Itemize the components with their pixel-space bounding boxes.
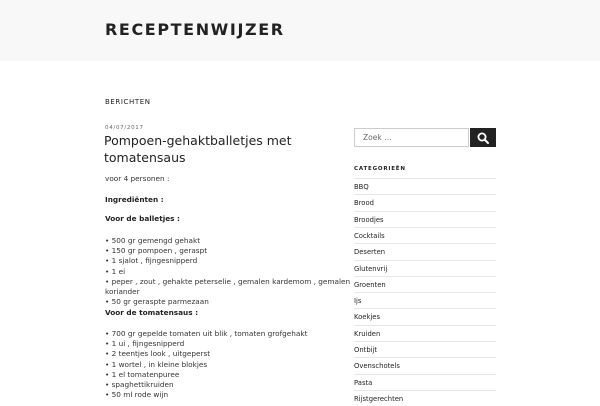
- post-line: • 2 teentjes look , uitgeperst: [105, 349, 211, 358]
- post-line: • spaghettikruiden: [105, 380, 174, 389]
- category-item: [354, 308, 496, 324]
- category-link[interactable]: BBQ: [354, 183, 369, 191]
- category-item: [354, 243, 496, 259]
- category-link[interactable]: Rijstgerechten: [354, 394, 404, 403]
- category-link[interactable]: Brood: [354, 199, 374, 208]
- post-line: • 50 gr geraspte parmezaan: [105, 297, 209, 306]
- category-item: [354, 374, 496, 390]
- category-link[interactable]: Ontbijt: [354, 346, 378, 354]
- category-item: [354, 292, 496, 308]
- post-line: koriander: [105, 287, 140, 296]
- category-link[interactable]: Ovenschotels: [354, 362, 400, 371]
- category-link[interactable]: Broodjes: [354, 215, 384, 224]
- category-item: [354, 260, 496, 276]
- post-line: Voor de balletjes :: [105, 214, 180, 223]
- category-item: [354, 194, 496, 210]
- site-title[interactable]: RECEPTENWIJZER: [105, 20, 285, 39]
- post-line: • 150 gr pompoen , geraspt: [105, 246, 208, 255]
- post-line: • 1 el tomatenpuree: [105, 370, 180, 379]
- post-line: • 700 gr gepelde tomaten uit blik , tomaten grofgehakt: [105, 329, 308, 338]
- category-link[interactable]: Glutenvrij: [354, 264, 388, 273]
- post-date[interactable]: 04/07/2017: [105, 125, 144, 131]
- post-line: • 50 ml rode wijn: [105, 390, 169, 399]
- category-link[interactable]: Ijs: [354, 297, 362, 306]
- category-item: [354, 211, 496, 227]
- post-title[interactable]: Pompoen-gehaktballetjes met tomatensaus: [104, 133, 292, 165]
- category-item: [354, 227, 496, 243]
- post-line: • 1 sjalot , fijngesnipperd: [105, 256, 198, 265]
- category-link[interactable]: Cocktails: [354, 231, 385, 240]
- category-link[interactable]: Pasta: [354, 378, 373, 387]
- search-form: [354, 128, 469, 147]
- category-item: [354, 325, 496, 341]
- category-link[interactable]: Groenten: [354, 280, 386, 289]
- post-line: Ingrediënten :: [105, 195, 164, 204]
- search-button[interactable]: [470, 128, 496, 147]
- category-item: [354, 341, 496, 357]
- category-item: [354, 178, 496, 194]
- category-link[interactable]: Kruiden: [354, 329, 381, 338]
- post-line: Voor de tomatensaus :: [105, 308, 199, 317]
- category-link[interactable]: Koekjes: [354, 313, 381, 322]
- category-link[interactable]: Deserten: [354, 248, 386, 257]
- site-header: [0, 0, 600, 61]
- post-line: • 1 ei: [105, 267, 126, 276]
- search-icon: [477, 132, 489, 144]
- page-title: BERICHTEN: [105, 98, 151, 106]
- category-item: [354, 357, 496, 373]
- post-line: • 500 gr gemengd gehakt: [105, 236, 201, 245]
- post-line: • peper , zout , gehakte peterselie , gemalen kardemom , gemalen: [105, 277, 351, 286]
- post-line: voor 4 personen :: [105, 174, 170, 183]
- post-line: • 1 ui , fijngesnipperd: [105, 339, 185, 348]
- category-item: [354, 276, 496, 292]
- post-line: • 1 wortel , in kleine blokjes: [105, 360, 208, 369]
- categories-title: CATEGORIEËN: [354, 166, 406, 172]
- search-input[interactable]: [355, 129, 468, 146]
- category-item: [354, 390, 496, 406]
